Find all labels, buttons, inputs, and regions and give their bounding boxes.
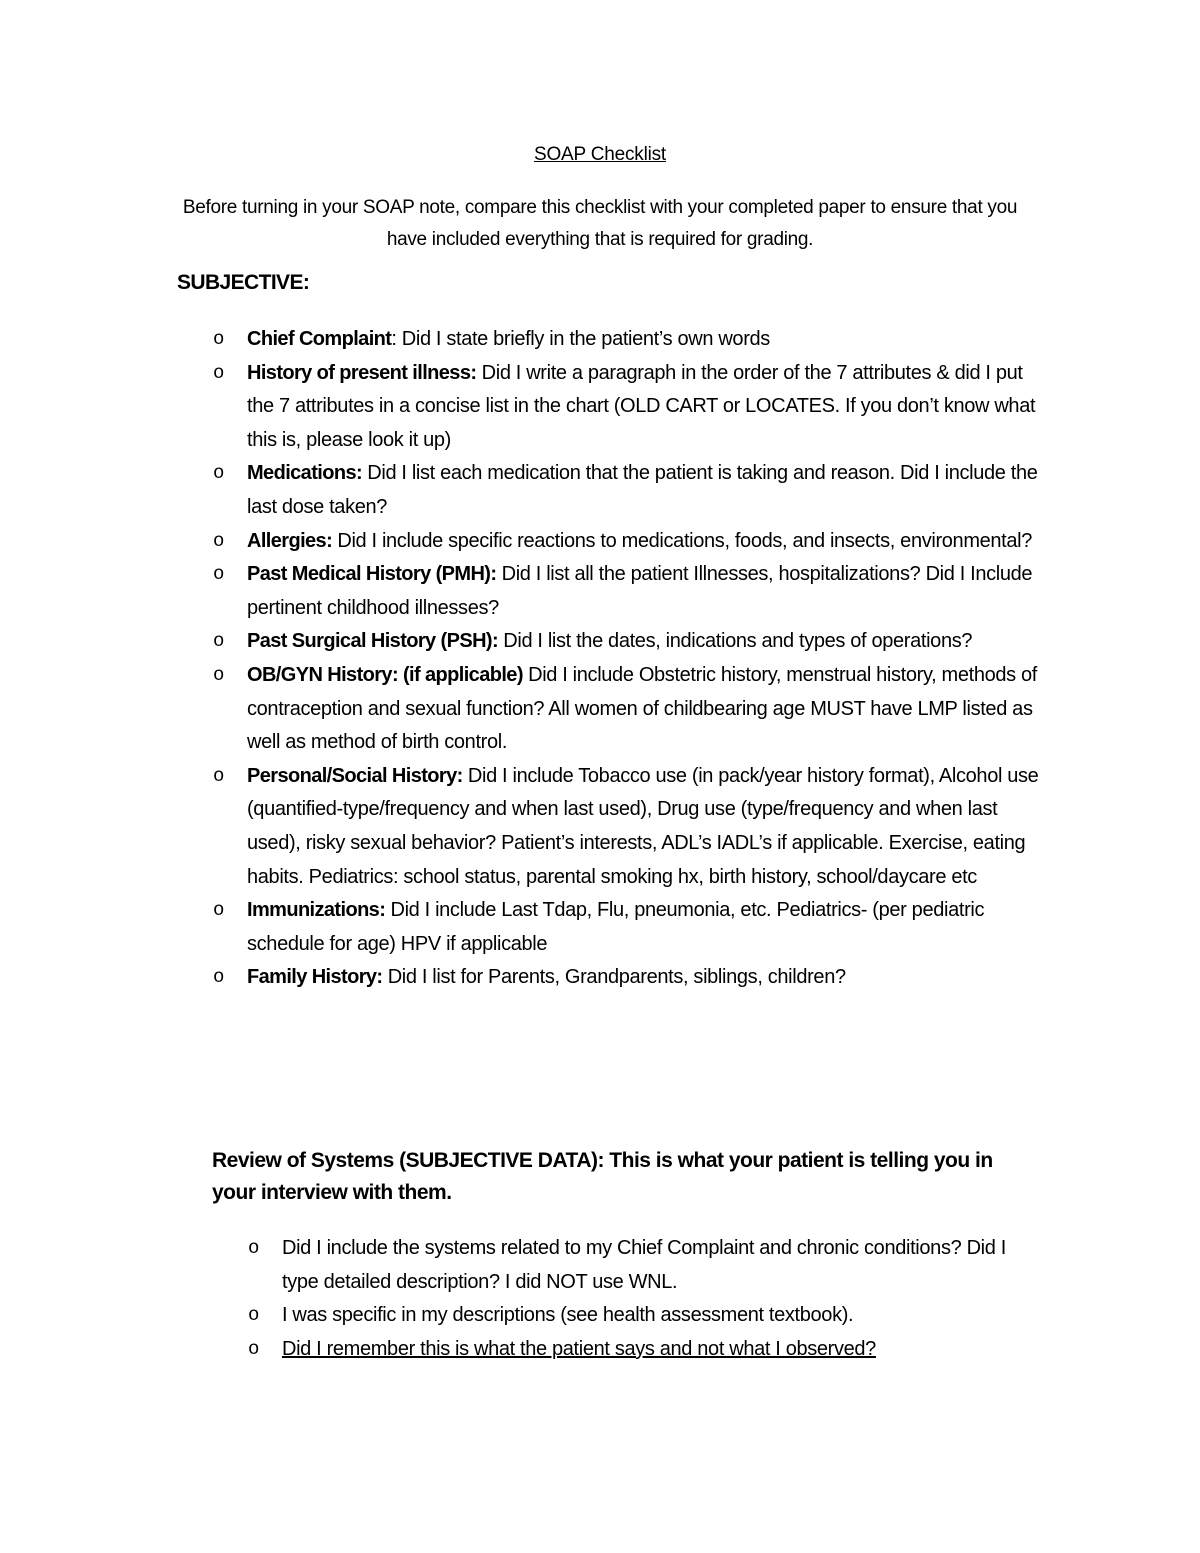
item-term: Past Surgical History (PSH): bbox=[247, 630, 499, 653]
checklist-item-ob-gyn-history bbox=[213, 659, 1043, 760]
review-of-systems-checklist bbox=[248, 1232, 1008, 1366]
document-title: SOAP Checklist bbox=[533, 144, 666, 165]
item-term: History of present illness: bbox=[247, 361, 477, 384]
checklist-item-chief-complaint bbox=[213, 323, 1043, 357]
checklist-item-immunizations bbox=[213, 894, 1043, 961]
checklist-item-personal-social-history bbox=[213, 760, 1043, 894]
item-text: Did I write a paragraph in the order of the 7 attributes & did I put the 7 attributes in a concise list in the chart (OLD CART or LOCATES. If you don’t know what this is, please look it up) bbox=[247, 361, 1036, 451]
checklist-item-family-history bbox=[213, 961, 1043, 995]
subjective-heading: SUBJECTIVE: bbox=[177, 271, 310, 294]
item-term: Chief Complaint bbox=[247, 328, 392, 350]
review-of-systems-heading: Review of Systems (SUBJECTIVE DATA): This is what your patient is telling you in your interview with them. bbox=[212, 1149, 993, 1204]
bullet-marker: o bbox=[213, 764, 225, 787]
item-text: Did I list the dates, indications and types of operations? bbox=[498, 630, 973, 653]
checklist-item-history-present-illness bbox=[213, 357, 1043, 458]
item-text: : Did I state briefly in the patient’s own words bbox=[391, 328, 770, 350]
ros-item bbox=[248, 1299, 1008, 1333]
bullet-marker: o bbox=[248, 1337, 260, 1360]
bullet-marker: o bbox=[213, 361, 225, 384]
item-text: Did I remember this is what the patient says and not what I observed? bbox=[282, 1337, 876, 1360]
item-text: Did I list each medication that the patient is taking and reason. Did I include the last dose taken? bbox=[247, 462, 1038, 518]
intro-paragraph: Before turning in your SOAP note, compare this checklist with your completed paper to ensure that you have included everything that is required for grading. bbox=[182, 197, 1018, 250]
item-text: Did I list for Parents, Grandparents, siblings, children? bbox=[382, 966, 846, 989]
checklist-item-allergies bbox=[213, 525, 1043, 559]
checklist-item-past-medical-history bbox=[213, 558, 1043, 625]
item-text: Did I include the systems related to my Chief Complaint and chronic conditions? Did I type detailed description? I did NOT use WNL. bbox=[282, 1237, 1006, 1293]
bullet-marker: o bbox=[213, 563, 225, 586]
bullet-marker: o bbox=[213, 966, 225, 989]
bullet-marker: o bbox=[213, 899, 225, 922]
bullet-marker: o bbox=[213, 328, 225, 350]
bullet-marker: o bbox=[248, 1237, 260, 1259]
bullet-marker: o bbox=[213, 630, 225, 653]
item-text: Did I include Last Tdap, Flu, pneumonia, etc. Pediatrics- (per pediatric schedule for age) HPV if applicable bbox=[247, 899, 985, 955]
item-term: Immunizations: bbox=[247, 899, 386, 922]
ros-item bbox=[248, 1333, 1008, 1367]
bullet-marker: o bbox=[213, 663, 225, 686]
item-term: Allergies: bbox=[247, 529, 333, 552]
checklist-item-past-surgical-history bbox=[213, 625, 1043, 659]
item-text: Did I include specific reactions to medications, foods, and insects, environmental? bbox=[332, 529, 1033, 552]
item-text: Did I include Obstetric history, menstrual history, methods of contraception and sexual function? All women of childbearing age MUST have LMP listed as well as method of birth control. bbox=[247, 663, 1037, 754]
ros-item bbox=[248, 1232, 1008, 1299]
item-text: Did I include Tobacco use (in pack/year history format), Alcohol use (quantified-type/frequency and when last used), Drug use (type/frequency and when last used), risky sexual behavior? Patient’s interests, ADL’s IADL’s if applicable. Exercise, eating habits. Pediatrics: school status, parental smoking hx, birth history, school/daycare etc bbox=[247, 764, 1039, 888]
bullet-marker: o bbox=[248, 1304, 260, 1327]
bullet-marker: o bbox=[213, 462, 225, 485]
item-term: OB/GYN History: (if applicable) bbox=[247, 663, 523, 686]
bullet-marker: o bbox=[213, 529, 225, 552]
item-term: Medications: bbox=[247, 462, 363, 485]
item-text: I was specific in my descriptions (see health assessment textbook). bbox=[282, 1304, 854, 1327]
item-term: Personal/Social History: bbox=[247, 764, 463, 787]
item-text: Did I list all the patient Illnesses, hospitalizations? Did I Include pertinent childhood illnesses? bbox=[247, 563, 1033, 619]
subjective-checklist bbox=[213, 323, 1043, 995]
checklist-item-medications bbox=[213, 457, 1043, 524]
item-term: Past Medical History (PMH): bbox=[247, 563, 497, 586]
item-term: Family History: bbox=[247, 966, 383, 989]
